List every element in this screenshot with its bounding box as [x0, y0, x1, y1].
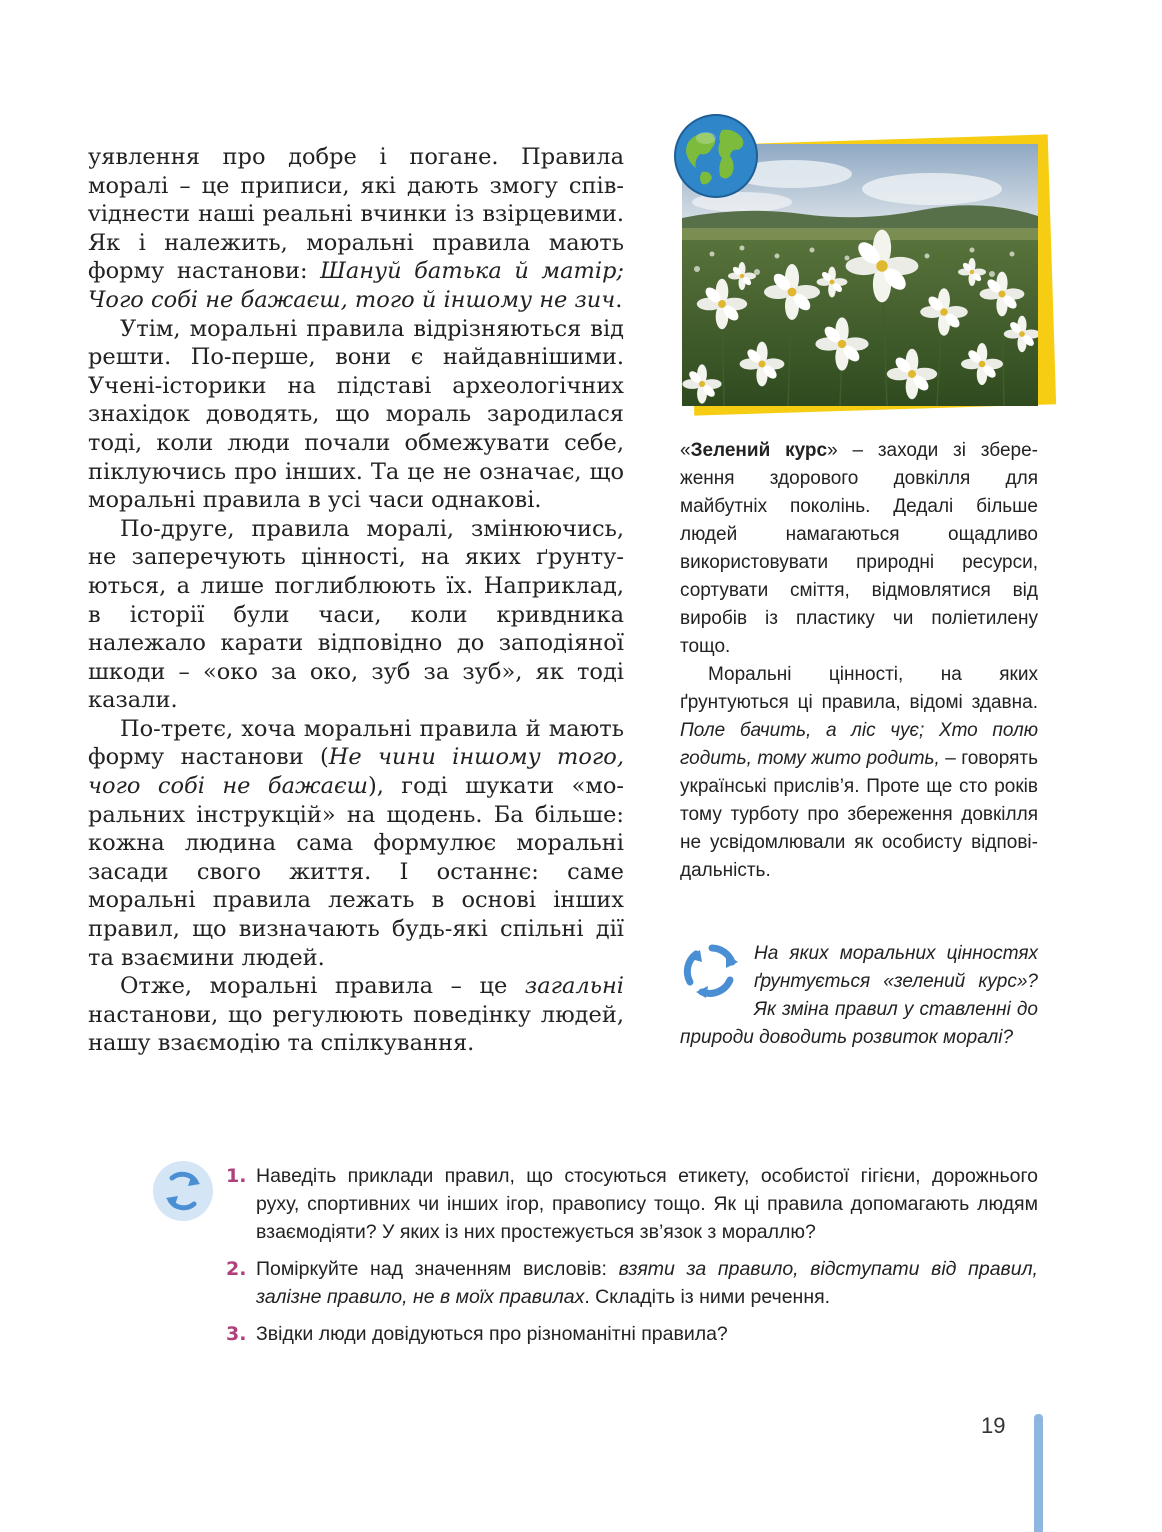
text-span: – заходи зі збереження здорового довкілля для майбутніх поколінь. Дедалі більше людей намагаються ощадливо використовувати природні ресурси, сортувати сміття, відмовлятися від виробів із пластику чи поліетилену тощо.: [680, 440, 1038, 657]
text-span: Моральні цінності, на яких ґрунтуються ці правила, відомі здавна.: [680, 664, 1038, 713]
task-text: . Складіть із ними речення.: [584, 1286, 831, 1308]
main-paragraph-1: [88, 143, 624, 315]
quote-mark: »: [827, 440, 838, 461]
italic-span: Шануй батька й матір; Чого собі не бажаєш, того й іншому не зич: [88, 258, 625, 313]
proverbs-italic: Поле бачить, а ліс чує; Хто полю годить, тому жито родить,: [680, 720, 1038, 769]
text-span: уявлення про добре і погане. Правила моралі – це приписи, які дають змогу співvіднести наші реальні вчинки із взірцевими. Як і належить, моральні правила мають форму настанови:: [88, 144, 624, 285]
text-span: По-третє, хоча моральні правила й мають форму настанови (: [88, 715, 624, 771]
discussion-question: [680, 940, 1038, 1052]
task-text: Наведіть приклади правил, що стосуються етикету, особистої гігієни, дорожнього руху, спортивних чи інших ігор, правопису тощо. Як ці правила допомагають людям взаємодіяти? У яких із них простежується зв’язок з мораллю?: [256, 1165, 1038, 1243]
text-span: .: [615, 286, 623, 313]
text-span: – говорять українські прислів’я. Проте ще сто років тому турботу про збереження довкілля не усвідомлювали як особисту відповідальність.: [680, 748, 1038, 881]
text-span: настанови, що регулюють поведінку людей, нашу взаємодію та спілкування.: [88, 1001, 624, 1057]
task-number: 3.: [226, 1323, 247, 1345]
question-text: На яких моральних цінностях ґрунтується «зелений курс»? Як зміна правил у ставленні до природи доводить розвиток моралі?: [680, 943, 1038, 1048]
task-list: [226, 1162, 1038, 1357]
main-paragraph-2: Утім, моральні правила відрізняються від решти. По-перше, вони є найдавнішими. Учені-історики на підставі археологічних знахідок доводять, що мораль зародилася тоді, коли люди почали обмежувати себе, піклуючись про інших. Та це не означає, що моральні правила в усі часи однакові.: [88, 315, 624, 514]
page-number: 19: [981, 1413, 1006, 1438]
task-number: 1.: [226, 1165, 247, 1187]
task-text: Звідки люди довідуються про різноманітні правила?: [256, 1323, 728, 1345]
task-italic: взяти за правило, відступати від правил, залізне правило, не в моїх правилах: [256, 1258, 1038, 1308]
task-item-2: [226, 1255, 1038, 1311]
page-edge-bar: [1034, 1414, 1043, 1532]
green-course-term: Зелений курс: [690, 440, 828, 461]
italic-span: загальні: [524, 973, 624, 1000]
main-paragraph-5: [88, 972, 624, 1058]
task-number: 2.: [226, 1258, 247, 1280]
text-span: Отже, моральні правила – це: [120, 973, 525, 1000]
main-paragraph-3: По-друге, правила моралі, змінюючись, не заперечують цінності, на яких ґрунтуються, а лише поглиблюють їх. Наприклад, в історії були часи, коли кривдника належало карати відповідно до заподіяної шкоди – «око за око, зуб за зуб», як тоді казали.: [88, 515, 624, 714]
globe-icon: [672, 112, 760, 200]
recycle-icon: [152, 1160, 214, 1222]
task-item-1: [226, 1162, 1038, 1246]
sidebar-text: [680, 437, 1038, 885]
italic-span: Не чини іншому того, чого собі не бажаєш: [88, 744, 624, 800]
recycle-icon: [678, 942, 748, 1000]
quote-mark: «: [680, 440, 691, 461]
sidebar-paragraph-1: [680, 437, 1038, 661]
task-text: Поміркуйте над значенням висловів:: [256, 1258, 619, 1280]
main-paragraph-4: [88, 715, 624, 972]
text-span: ), годі шукати «моральних інструкцій» на щодень. Ба більше: кожна людина сама формулює моральні засади свого життя. І останнє: саме моральні правила лежать в основі інших правил, що визначають будь-які спільні дії та взаємини людей.: [88, 773, 624, 971]
sidebar-paragraph-2: [680, 661, 1038, 885]
task-item-3: [226, 1320, 1038, 1348]
main-text-column: [88, 143, 624, 1058]
